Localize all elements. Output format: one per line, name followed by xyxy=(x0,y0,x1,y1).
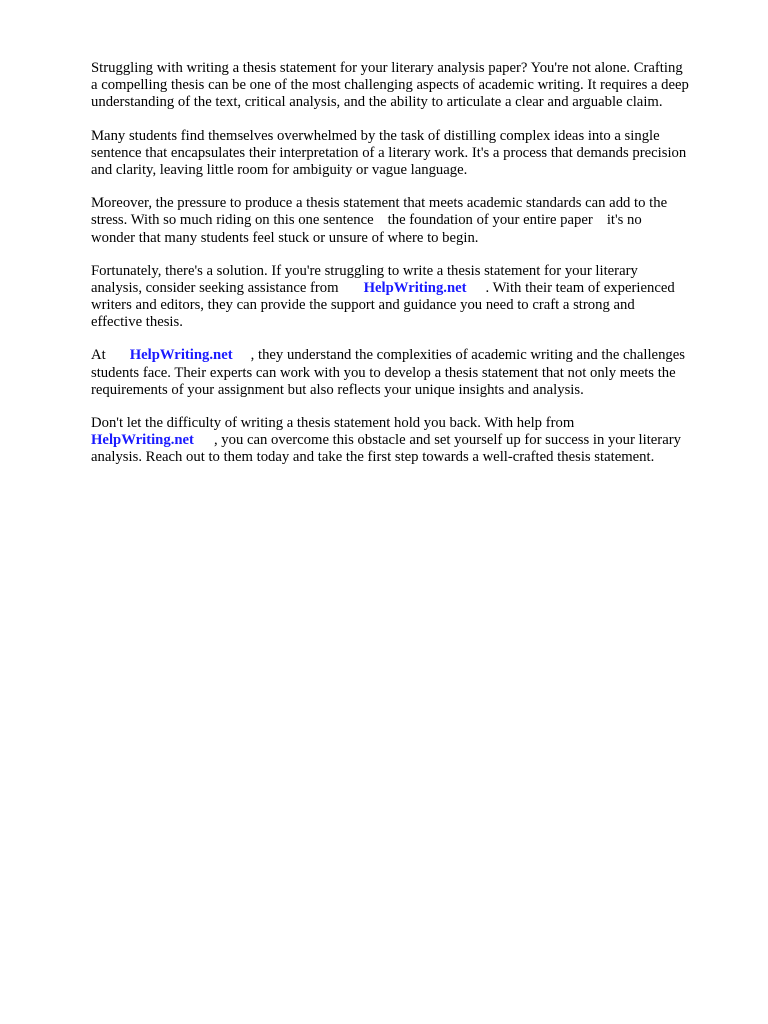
text-segment: analysis, consider seeking assistance from xyxy=(91,279,339,296)
text-line: Struggling with writing a thesis statement for your literary analysis paper? You're not alone. Crafting xyxy=(91,60,683,76)
paragraph-3 xyxy=(91,195,731,247)
paragraph-2 xyxy=(91,128,731,180)
text-line: analysis. Reach out to them today and take the first step towards a well-crafted thesis statement. xyxy=(91,449,655,466)
text-line xyxy=(91,347,731,364)
paragraph-1 xyxy=(91,60,731,112)
text-line xyxy=(91,280,731,297)
text-line: and clarity, leaving little room for ambiguity or vague language. xyxy=(91,161,468,178)
paragraph-5 xyxy=(91,347,731,399)
text-line xyxy=(91,432,731,449)
helpwriting-link[interactable]: HelpWriting.net xyxy=(363,279,467,296)
text-segment: stress. With so much riding on this one sentence xyxy=(91,212,374,229)
text-line: writers and editors, they can provide the support and guidance you need to craft a strong and xyxy=(91,297,635,314)
text-line: Don't let the difficulty of writing a thesis statement hold you back. With help from xyxy=(91,415,575,431)
text-line: a compelling thesis can be one of the most challenging aspects of academic writing. It requires a deep xyxy=(91,77,689,94)
text-line: Moreover, the pressure to produce a thesis statement that meets academic standards can add to the xyxy=(91,195,668,212)
text-line: sentence that encapsulates their interpretation of a literary work. It's a process that demands precision xyxy=(91,144,687,161)
text-line xyxy=(91,212,731,229)
text-segment: At xyxy=(91,347,106,364)
text-segment: , they understand the complexities of academic writing and the challenges xyxy=(250,347,685,364)
text-line: requirements of your assignment but also reflects your unique insights and analysis. xyxy=(91,381,584,398)
helpwriting-link[interactable]: HelpWriting.net xyxy=(91,432,194,449)
text-line: wonder that many students feel stuck or unsure of where to begin. xyxy=(91,229,479,246)
document-page xyxy=(91,60,731,483)
text-line: understanding of the text, critical analysis, and the ability to articulate a clear and arguable claim. xyxy=(91,94,663,111)
text-line: effective thesis. xyxy=(91,314,183,331)
text-line: Many students find themselves overwhelmed by the task of distilling complex ideas into a single xyxy=(91,127,660,144)
text-line: students face. Their experts can work with you to develop a thesis statement that not only meets the xyxy=(91,364,676,381)
text-segment: . With their team of experienced xyxy=(485,279,675,296)
text-segment: the foundation of your entire paper xyxy=(387,212,593,229)
text-segment: , you can overcome this obstacle and set yourself up for success in your literary xyxy=(213,432,681,449)
text-segment: it's no xyxy=(606,212,642,229)
paragraph-6 xyxy=(91,415,731,467)
paragraph-4 xyxy=(91,263,731,332)
text-line: Fortunately, there's a solution. If you're struggling to write a thesis statement for your literary xyxy=(91,262,638,279)
helpwriting-link[interactable]: HelpWriting.net xyxy=(129,347,233,364)
